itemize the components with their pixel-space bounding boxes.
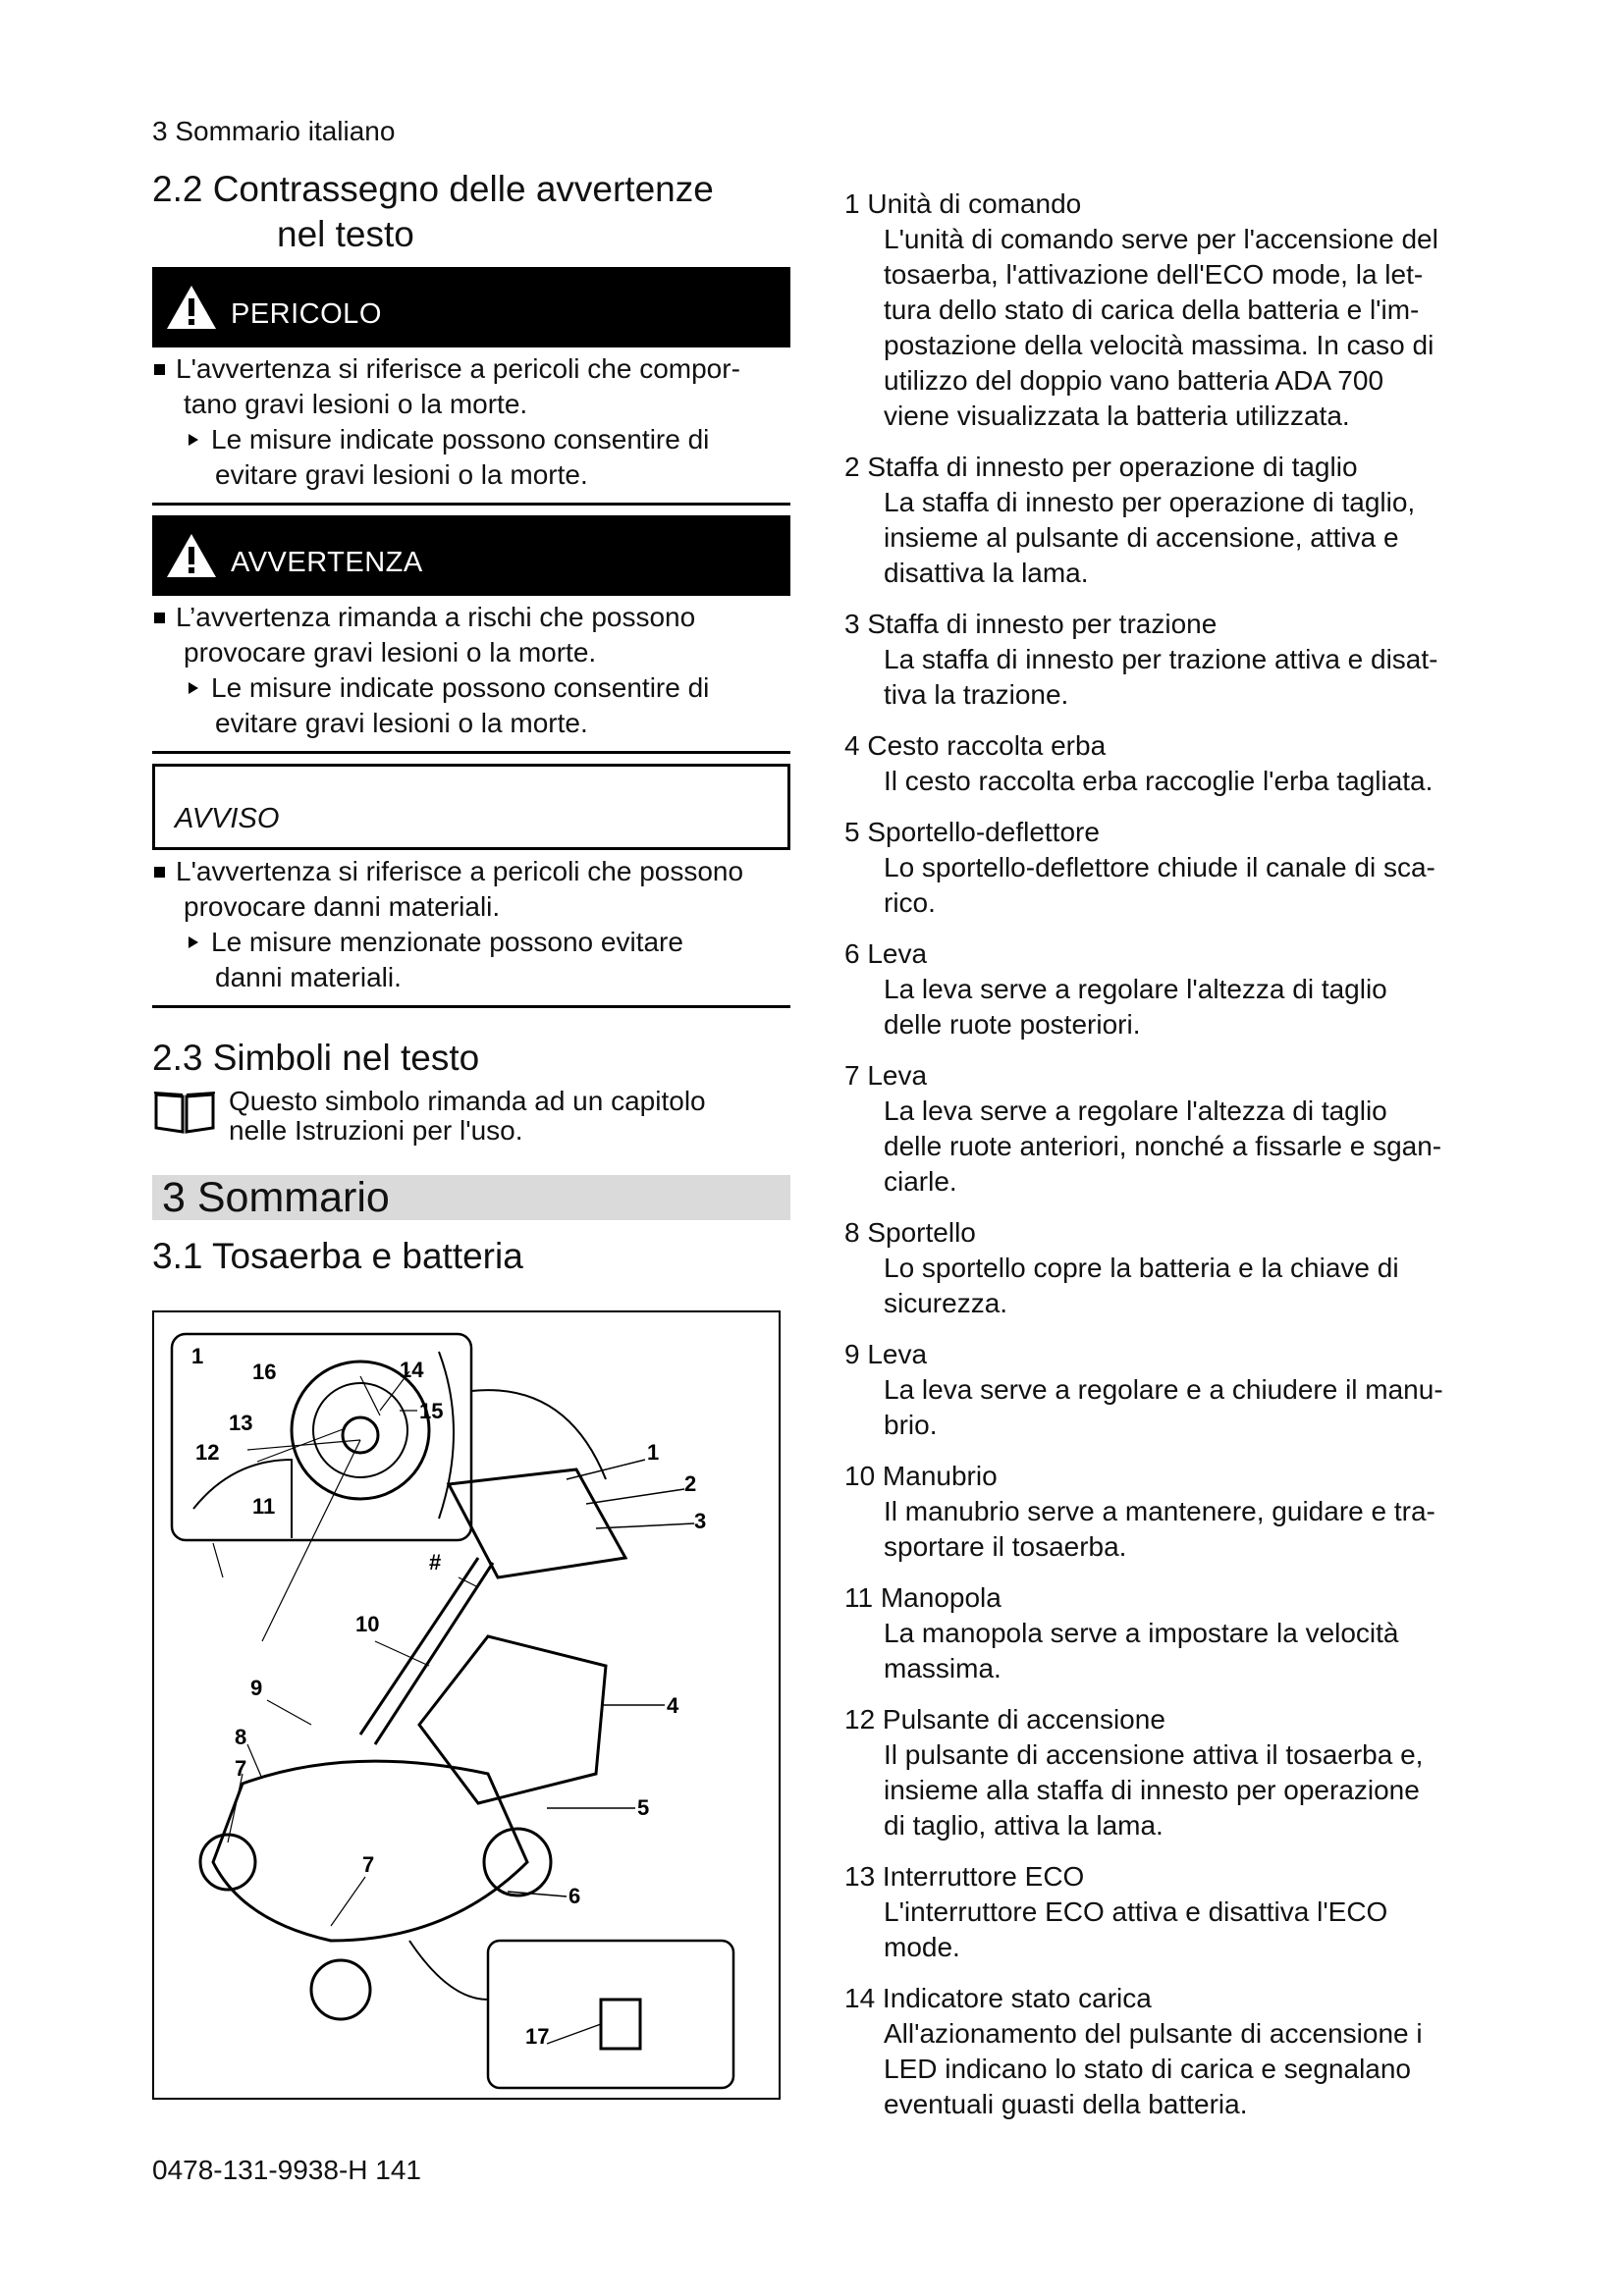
component-item [844, 1859, 1492, 1965]
figure-label: 15 [419, 1399, 444, 1423]
component-description-line: La staffa di innesto per trazione attiva e disat- [884, 644, 1438, 674]
component-description-line: postazione della velocità massima. In caso di [884, 330, 1435, 360]
component-description-line: tura dello stato di carica della batteria e l'im- [884, 294, 1420, 325]
danger-sub [152, 422, 790, 493]
notice-bullet [152, 854, 790, 925]
page-footer: 0478-131-9938-H 141 [152, 2155, 421, 2185]
component-title: 13 Interruttore ECO [844, 1861, 1085, 1892]
warning-sub [152, 670, 790, 741]
component-title: 7 Leva [844, 1060, 928, 1091]
component-description-line: La leva serve a regolare e a chiudere il manu- [884, 1374, 1443, 1405]
component-description-line: La leva serve a regolare l'altezza di taglio [884, 1095, 1387, 1126]
component-description-line: rico. [884, 887, 936, 918]
figure-label: 3 [694, 1509, 707, 1533]
component-title: 1 Unità di comando [844, 188, 1082, 219]
danger-sub-line-1: Le misure indicate possono consentire di [211, 424, 710, 454]
notice-label: AVVISO [175, 803, 280, 834]
figure-label: 8 [235, 1725, 247, 1749]
component-item [844, 1459, 1492, 1565]
figure-label: 5 [637, 1795, 650, 1820]
danger-sub-line-2: evitare gravi lesioni o la morte. [215, 459, 588, 490]
notice-sub [152, 925, 790, 995]
component-description-line: All'azionamento del pulsante di accensione i [884, 2018, 1423, 2049]
component-description-line: La staffa di innesto per operazione di taglio, [884, 487, 1416, 517]
figure-label: 13 [229, 1411, 253, 1435]
warning-sub-line-2: evitare gravi lesioni o la morte. [215, 708, 588, 738]
component-title: 11 Manopola [844, 1582, 1001, 1613]
component-description-line: disattiva la lama. [884, 558, 1089, 588]
notice-bullet-line-2: provocare danni materiali. [184, 891, 501, 922]
component-description-line: delle ruote posteriori. [884, 1009, 1141, 1040]
component-description-line: di taglio, attiva la lama. [884, 1810, 1164, 1841]
danger-bullet [152, 351, 790, 422]
warning-banner [152, 515, 790, 596]
book-line-1: Questo simbolo rimanda ad un capitolo [229, 1086, 706, 1116]
notice-sub-line-2: danni materiali. [215, 962, 402, 992]
component-title: 6 Leva [844, 938, 928, 969]
warning-bullet-line-2: provocare gravi lesioni o la morte. [184, 637, 597, 667]
component-item [844, 728, 1492, 799]
component-title: 4 Cesto raccolta erba [844, 730, 1107, 761]
component-description-line: brio. [884, 1410, 938, 1440]
component-description-line: Lo sportello-deflettore chiude il canale di sca- [884, 852, 1435, 882]
component-description-line: L'unità di comando serve per l'accensione del [884, 224, 1438, 254]
figure-label: 1 [647, 1440, 660, 1465]
figure-label: 7 [362, 1852, 375, 1877]
component-title: 12 Pulsante di accensione [844, 1704, 1165, 1735]
book-symbol-row [152, 1087, 790, 1146]
divider [152, 751, 790, 754]
figure-label: 10 [355, 1612, 380, 1636]
component-item [844, 1981, 1492, 2122]
danger-banner [152, 267, 790, 347]
danger-bullet-line-2: tano gravi lesioni o la morte. [184, 389, 528, 419]
component-description-line: utilizzo del doppio vano batteria ADA 700 [884, 365, 1384, 396]
component-item [844, 1058, 1492, 1200]
component-description-line: tiva la trazione. [884, 679, 1069, 710]
component-description-line: insieme alla staffa di innesto per operazione [884, 1775, 1420, 1805]
figure-label: 1 [191, 1344, 204, 1368]
component-item [844, 1337, 1492, 1443]
title-line-1: 2.2 Contrassegno delle avvertenze [152, 169, 714, 209]
figure-label: 4 [667, 1693, 679, 1718]
component-item [844, 607, 1492, 713]
section-3-1-title: 3.1 Tosaerba e batteria [152, 1236, 523, 1276]
book-description [229, 1087, 706, 1146]
danger-label: PERICOLO [231, 297, 382, 330]
component-description-line: Il manubrio serve a mantenere, guidare e tra- [884, 1496, 1435, 1526]
component-title: 9 Leva [844, 1339, 928, 1369]
component-description-line: sportare il tosaerba. [884, 1531, 1127, 1562]
component-title: 8 Sportello [844, 1217, 976, 1248]
component-description-line: mode. [884, 1932, 960, 1962]
component-description-line: Il pulsante di accensione attiva il tosaerba e, [884, 1739, 1424, 1770]
right-column [844, 187, 1492, 2138]
book-icon [152, 1087, 217, 1146]
component-title: 2 Staffa di innesto per operazione di taglio [844, 452, 1358, 482]
component-description-line: ciarle. [884, 1166, 957, 1197]
section-3-title: 3 Sommario [152, 1175, 790, 1220]
figure-label: 12 [195, 1440, 220, 1465]
figure-label: 16 [252, 1360, 277, 1384]
component-item [844, 1215, 1492, 1321]
component-description-line: L'interruttore ECO attiva e disattiva l'ECO [884, 1896, 1388, 1927]
component-description-line: La manopola serve a impostare la velocità [884, 1618, 1399, 1648]
component-description-line: eventuali guasti della batteria. [884, 2089, 1248, 2119]
figure-label: 9 [250, 1676, 263, 1700]
component-item [844, 1702, 1492, 1843]
component-description-line: La leva serve a regolare l'altezza di taglio [884, 974, 1387, 1004]
page-header: 3 Sommario italiano [152, 116, 396, 146]
book-line-2: nelle Istruzioni per l'uso. [229, 1115, 523, 1146]
warning-bullet-line-1: L’avvertenza rimanda a rischi che possono [176, 602, 696, 632]
component-item [844, 1580, 1492, 1686]
figure-label: # [429, 1550, 442, 1575]
figure-label: 6 [568, 1884, 581, 1908]
component-description-line: delle ruote anteriori, nonché a fissarle e sgan- [884, 1131, 1442, 1161]
warning-bullet [152, 600, 790, 670]
component-title: 14 Indicatore stato carica [844, 1983, 1152, 2013]
component-title: 3 Staffa di innesto per trazione [844, 609, 1218, 639]
warning-sub-line-1: Le misure indicate possono consentire di [211, 672, 710, 703]
divider [152, 1005, 790, 1008]
warning-label: AVVERTENZA [231, 546, 423, 578]
component-description-line: sicurezza. [884, 1288, 1008, 1318]
figure-label: 7 [235, 1756, 247, 1781]
component-description-line: Il cesto raccolta erba raccoglie l'erba tagliata. [884, 766, 1434, 796]
component-description-line: massima. [884, 1653, 1001, 1683]
component-description-line: viene visualizzata la batteria utilizzata. [884, 400, 1350, 431]
component-title: 10 Manubrio [844, 1461, 998, 1491]
figure-label: 11 [252, 1494, 276, 1519]
figure-label: 17 [525, 2024, 550, 2049]
component-description-line: insieme al pulsante di accensione, attiva e [884, 522, 1399, 553]
notice-bullet-line-1: L'avvertenza si riferisce a pericoli che possono [176, 856, 744, 886]
component-description-line: Lo sportello copre la batteria e la chiave di [884, 1253, 1399, 1283]
left-column [152, 167, 790, 2100]
warning-triangle-icon [152, 532, 231, 579]
title-line-2: nel testo [277, 214, 414, 254]
figure-label: 2 [684, 1471, 697, 1496]
divider [152, 503, 790, 506]
component-item [844, 450, 1492, 591]
component-item [844, 815, 1492, 921]
notice-sub-line-1: Le misure menzionate possono evitare [211, 927, 683, 957]
section-2-3-title: 2.3 Simboli nel testo [152, 1038, 480, 1078]
component-description-line: tosaerba, l'attivazione dell'ECO mode, la let- [884, 259, 1424, 290]
lawnmower-figure [152, 1310, 781, 2100]
danger-bullet-line-1: L'avvertenza si riferisce a pericoli che compor- [176, 353, 740, 384]
warning-triangle-icon [152, 284, 231, 331]
component-title: 5 Sportello-deflettore [844, 817, 1100, 847]
figure-label: 14 [400, 1358, 424, 1382]
section-2-2-title [152, 167, 790, 257]
component-item [844, 936, 1492, 1042]
component-description-line: LED indicano lo stato di carica e segnalano [884, 2054, 1412, 2084]
notice-banner [152, 764, 790, 850]
component-item [844, 187, 1492, 434]
